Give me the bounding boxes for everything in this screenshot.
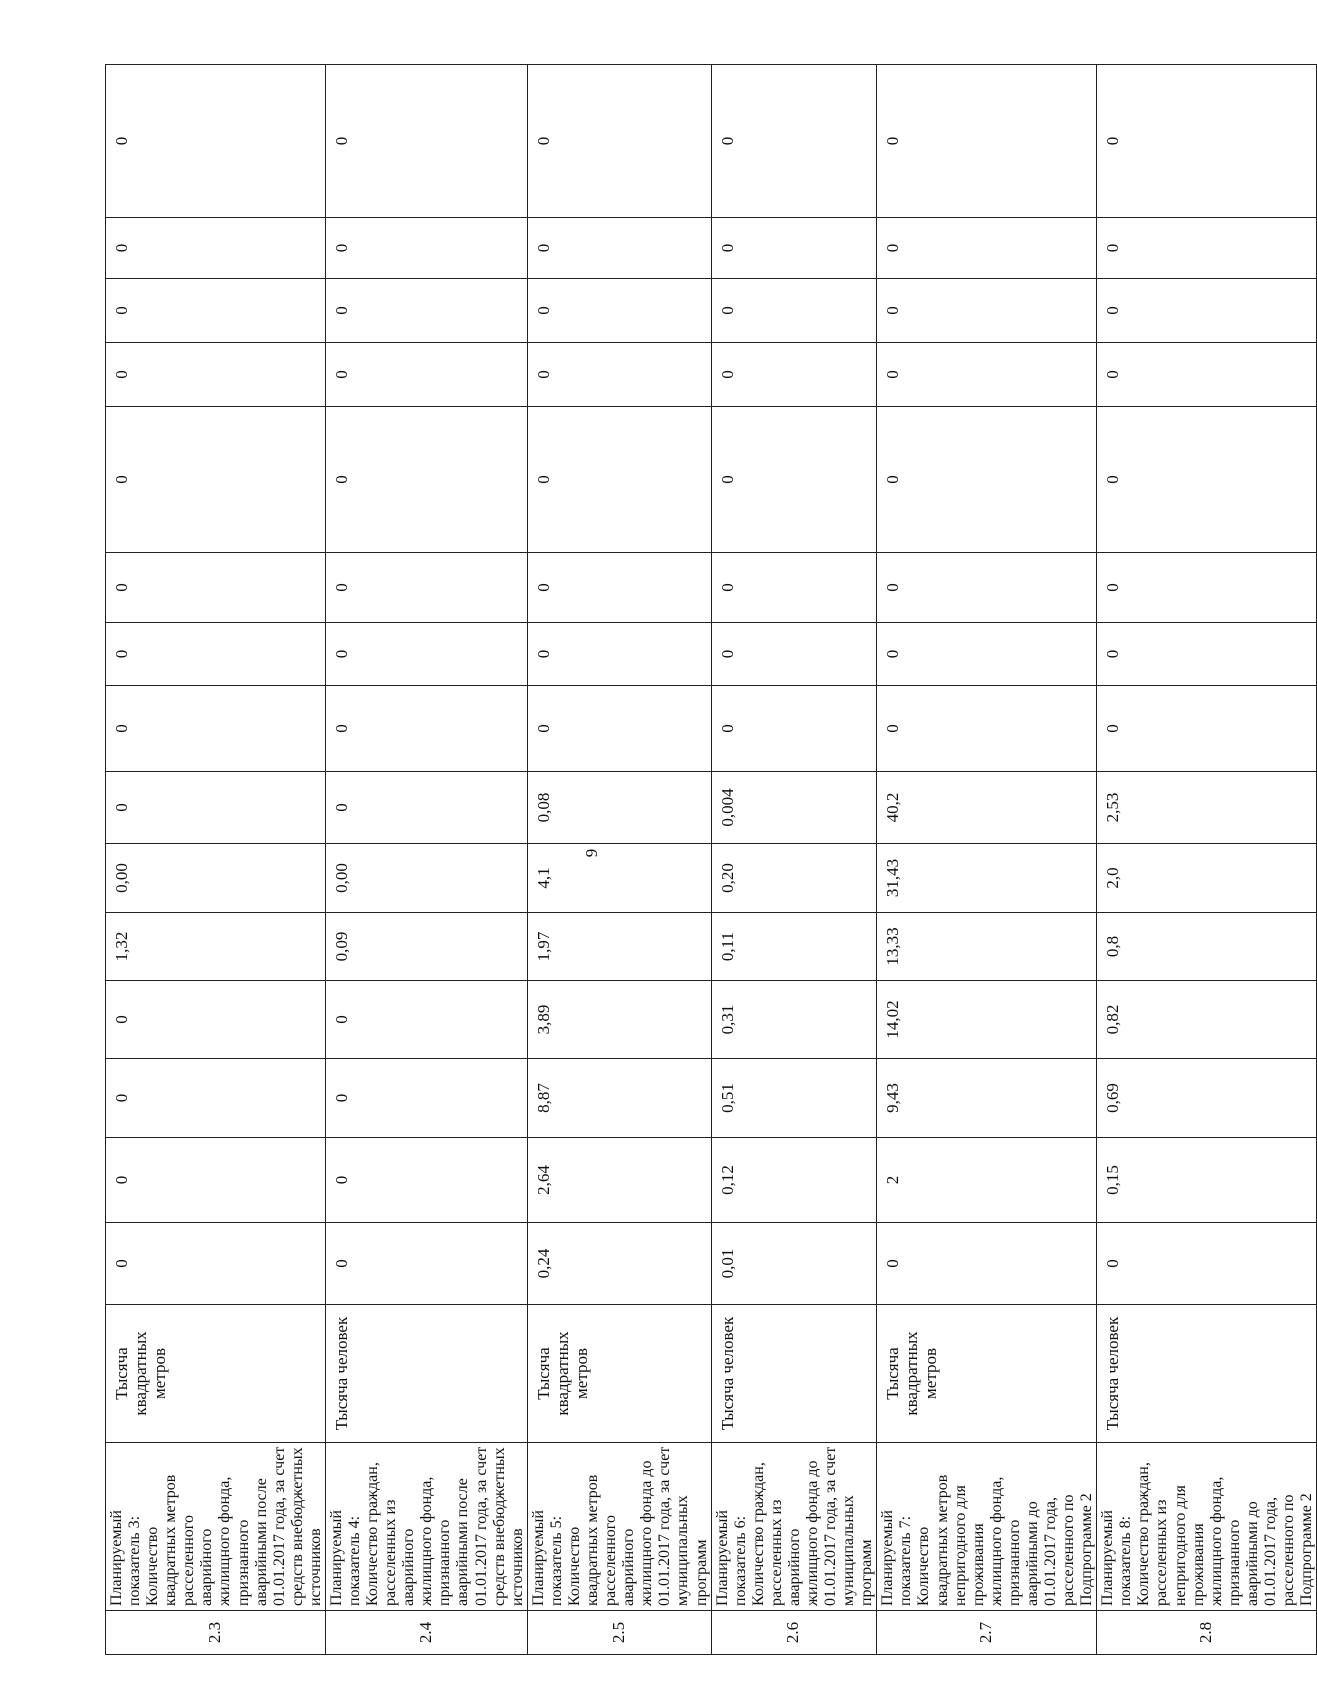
value-cell: 0 xyxy=(527,343,711,407)
value-cell: 0,00 xyxy=(325,844,527,913)
value-cell: 0 xyxy=(1097,279,1317,343)
value-cell: 0 xyxy=(711,218,877,279)
row-number: 2.6 xyxy=(711,1611,877,1655)
indicator-description: Планируемый показатель 3: Количество квадратных метров расселенного аварийного жилищного фонда, признанного аварийными после 01.01.2017 года, за счет средств внебюджетных источников xyxy=(106,1443,326,1611)
unit-of-measure: Тысяча человек xyxy=(711,1305,877,1443)
value-cell: 0 xyxy=(325,65,527,218)
value-cell: 0 xyxy=(325,218,527,279)
value-cell: 0 xyxy=(711,623,877,686)
value-cell: 0 xyxy=(877,623,1097,686)
value-cell: 1,32 xyxy=(106,913,326,981)
value-cell: 0 xyxy=(106,1138,326,1223)
value-cell: 0 xyxy=(711,553,877,623)
value-cell: 0 xyxy=(106,343,326,407)
value-cell: 0 xyxy=(106,1223,326,1305)
value-cell: 0 xyxy=(1097,1223,1317,1305)
indicators-table xyxy=(105,64,1317,1655)
value-cell: 0 xyxy=(877,218,1097,279)
value-cell: 0,01 xyxy=(711,1223,877,1305)
value-cell: 9,43 xyxy=(877,1059,1097,1138)
value-cell: 0 xyxy=(325,981,527,1059)
value-cell: 0 xyxy=(106,279,326,343)
unit-of-measure: Тысяча квадратных метров xyxy=(877,1305,1097,1443)
value-cell: 0 xyxy=(711,343,877,407)
value-cell: 0 xyxy=(106,981,326,1059)
row-number: 2.8 xyxy=(1097,1611,1317,1655)
value-cell: 0 xyxy=(325,343,527,407)
value-cell: 0 xyxy=(106,623,326,686)
value-cell: 0 xyxy=(325,772,527,844)
value-cell: 2,64 xyxy=(527,1138,711,1223)
value-cell: 0,24 xyxy=(527,1223,711,1305)
unit-of-measure: Тысяча квадратных метров xyxy=(527,1305,711,1443)
value-cell: 0,12 xyxy=(711,1138,877,1223)
value-cell: 0 xyxy=(325,279,527,343)
table-row xyxy=(527,65,711,1655)
value-cell: 0,08 xyxy=(527,772,711,844)
row-number: 2.4 xyxy=(325,1611,527,1655)
value-cell: 0 xyxy=(325,686,527,772)
value-cell: 0 xyxy=(527,65,711,218)
value-cell: 0,8 xyxy=(1097,913,1317,981)
table-row xyxy=(711,65,877,1655)
value-cell: 0 xyxy=(325,1059,527,1138)
value-cell: 0 xyxy=(711,65,877,218)
value-cell: 2,0 xyxy=(1097,844,1317,913)
value-cell: 0 xyxy=(711,279,877,343)
unit-of-measure: Тысяча человек xyxy=(325,1305,527,1443)
indicator-description: Планируемый показатель 8: Количество граждан, расселенных из непригодного для проживания жилищного фонда, признанного аварийными до 01.01.2017 года, расселенного по Подпрограмме 2 xyxy=(1097,1443,1317,1611)
indicator-description: Планируемый показатель 5: Количество квадратных метров расселенного аварийного жилищного фонда до 01.01.2017 года, за счет муниципальных программ xyxy=(527,1443,711,1611)
row-number: 2.5 xyxy=(527,1611,711,1655)
value-cell: 0 xyxy=(325,1223,527,1305)
value-cell: 0,82 xyxy=(1097,981,1317,1059)
value-cell: 0 xyxy=(106,1059,326,1138)
value-cell: 0,004 xyxy=(711,772,877,844)
row-number: 2.7 xyxy=(877,1611,1097,1655)
value-cell: 0 xyxy=(527,623,711,686)
value-cell: 0 xyxy=(877,553,1097,623)
value-cell: 0,69 xyxy=(1097,1059,1317,1138)
value-cell: 0,11 xyxy=(711,913,877,981)
value-cell: 0 xyxy=(325,553,527,623)
value-cell: 0 xyxy=(106,65,326,218)
value-cell: 13,33 xyxy=(877,913,1097,981)
indicator-description: Планируемый показатель 4: Количество граждан, расселенных из аварийного жилищного фонда, признанного аварийными после 01.01.2017 года, за счет средств внебюджетных источников xyxy=(325,1443,527,1611)
row-number: 2.3 xyxy=(106,1611,326,1655)
indicators-table-rotated xyxy=(105,65,1316,1655)
value-cell: 0,15 xyxy=(1097,1138,1317,1223)
value-cell: 2 xyxy=(877,1138,1097,1223)
table-row xyxy=(1097,65,1317,1655)
value-cell: 0 xyxy=(1097,623,1317,686)
value-cell: 0 xyxy=(106,686,326,772)
value-cell: 0 xyxy=(106,772,326,844)
value-cell: 40,2 xyxy=(877,772,1097,844)
value-cell: 14,02 xyxy=(877,981,1097,1059)
value-cell: 0 xyxy=(711,407,877,553)
value-cell: 4,1 xyxy=(527,844,711,913)
value-cell: 0,20 xyxy=(711,844,877,913)
value-cell: 0 xyxy=(106,218,326,279)
value-cell: 0 xyxy=(877,686,1097,772)
value-cell: 0 xyxy=(1097,343,1317,407)
value-cell: 0 xyxy=(325,623,527,686)
table-row xyxy=(106,65,326,1655)
value-cell: 3,89 xyxy=(527,981,711,1059)
value-cell: 0 xyxy=(711,686,877,772)
value-cell: 0 xyxy=(106,407,326,553)
value-cell: 0 xyxy=(1097,686,1317,772)
unit-of-measure: Тысяча человек xyxy=(1097,1305,1317,1443)
value-cell: 0 xyxy=(527,218,711,279)
value-cell: 0 xyxy=(877,1223,1097,1305)
value-cell: 0 xyxy=(877,343,1097,407)
value-cell: 2,53 xyxy=(1097,772,1317,844)
table-row xyxy=(325,65,527,1655)
value-cell: 0 xyxy=(877,407,1097,553)
value-cell: 0 xyxy=(527,553,711,623)
value-cell: 31,43 xyxy=(877,844,1097,913)
value-cell: 0 xyxy=(527,279,711,343)
value-cell: 0 xyxy=(527,686,711,772)
value-cell: 0 xyxy=(1097,553,1317,623)
value-cell: 0,00 xyxy=(106,844,326,913)
page-number: 9 xyxy=(582,848,601,858)
value-cell: 0,31 xyxy=(711,981,877,1059)
indicator-description: Планируемый показатель 7: Количество квадратных метров непригодного для проживания жилищного фонда, признанного аварийными до 01.01.2017 года, расселенного по Подпрограмме 2 xyxy=(877,1443,1097,1611)
value-cell: 0 xyxy=(877,65,1097,218)
value-cell: 0,51 xyxy=(711,1059,877,1138)
table-row xyxy=(877,65,1097,1655)
value-cell: 1,97 xyxy=(527,913,711,981)
value-cell: 0 xyxy=(325,1138,527,1223)
value-cell: 0 xyxy=(1097,65,1317,218)
value-cell: 0 xyxy=(106,553,326,623)
value-cell: 0 xyxy=(325,407,527,553)
table-body xyxy=(106,65,1317,1655)
value-cell: 0 xyxy=(1097,407,1317,553)
value-cell: 0 xyxy=(1097,218,1317,279)
value-cell: 0,09 xyxy=(325,913,527,981)
value-cell: 8,87 xyxy=(527,1059,711,1138)
indicator-description: Планируемый показатель 6: Количество граждан, расселенных из аварийного жилищного фонда до 01.01.2017 года, за счет муниципальных программ xyxy=(711,1443,877,1611)
value-cell: 0 xyxy=(877,279,1097,343)
value-cell: 0 xyxy=(527,407,711,553)
unit-of-measure: Тысяча квадратных метров xyxy=(106,1305,326,1443)
